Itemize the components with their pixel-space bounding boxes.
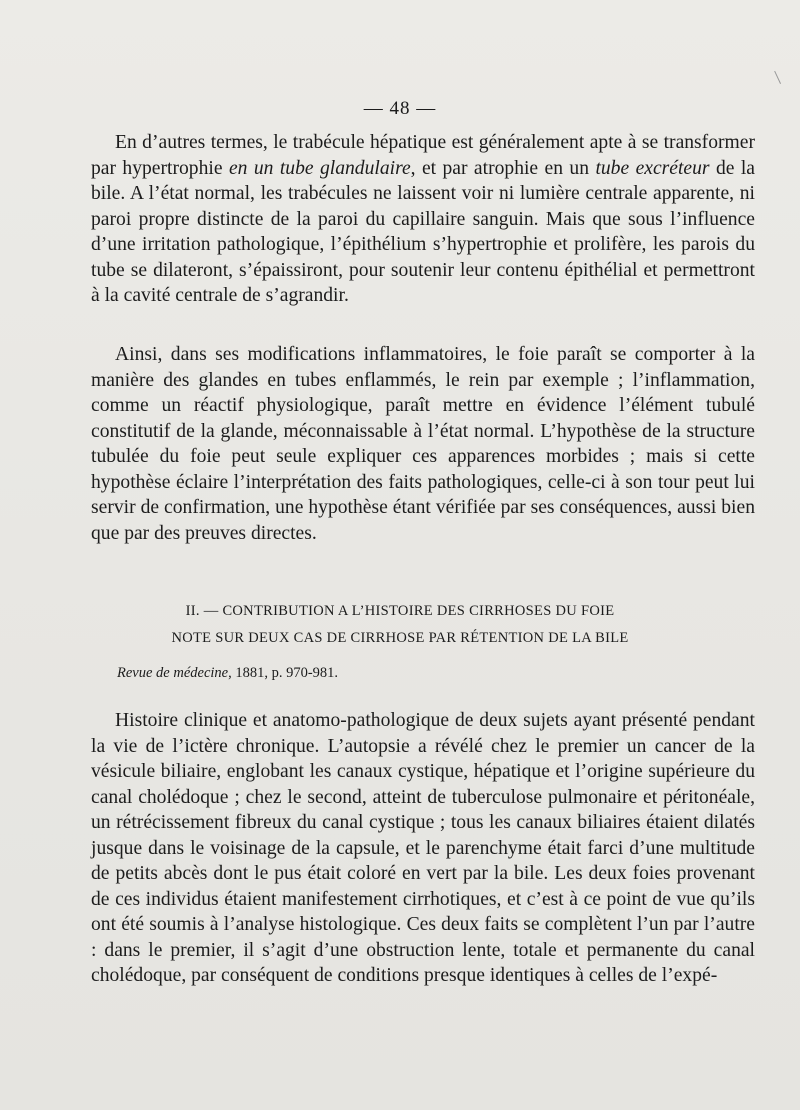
paragraph-1-italic-excreteur: tube excréteur [595,157,710,179]
section-title-line-2: NOTE SUR DEUX CAS DE CIRRHOSE PAR RÉTENTION DE LA BILE [171,630,629,646]
paragraph-2 [91,342,755,546]
paragraph-1 [91,130,755,309]
section-title-line-1: II. — CONTRIBUTION A L’HISTOIRE DES CIRRHOSES DU FOIE [185,603,615,619]
scan-mark [774,70,783,84]
reference-details: , 1881, p. 970-981. [228,665,339,681]
paragraph-1-italic-glandulaire: en un tube glandulaire [228,157,411,179]
bibliographic-reference [117,665,338,682]
reference-journal: Revue de médecine [117,665,229,681]
paragraph-1-text-b: , et par atrophie en un [410,157,596,179]
paragraph-3 [91,708,755,989]
page-number: — 48 — [363,98,437,119]
paragraph-1-text-c: de la bile. A l’état normal, les trabécules ne laissent voir ni lumière centrale apparente, ni paroi propre distincte de la paroi du capillaire sanguin. Mais que sous l’influence d’une irritation pathologique, l’épithélium s’hypertrophie et prolifère, les parois du tube se dilateront, s’épaissiront, pour soutenir leur contenu épithélial et permettront à la cavité centrale de s’agrandir. [91,157,756,306]
paragraph-1-text-a: En d’autres termes, le trabécule hépatique est généralement apte à se transformer par hypertrophie [91,132,755,179]
paragraph-3-text: Histoire clinique et anatomo-pathologique de deux sujets ayant présenté pendant la vie de l’ictère chronique. L’autopsie a révélé chez le premier un cancer de la vésicule biliaire, englobant les canaux cystique, hépatique et l’origine supérieure du canal cholédoque ; chez le second, atteint de tuberculose pulmonaire et péritonéale, un rétrécissement fibreux du canal cystique ; tous les canaux biliaires étaient dilatés jusque dans le voisinage de la capsule, et le parenchyme était farci d’une multitude de petits abcès dont le pus était coloré en vert par la bile. Les deux foies provenant de ces individus étaient manifestement cirrhotiques, et c’est à ce point de vue qu’ils ont été soumis à l’analyse histologique. Ces deux faits se complètent l’un par l’autre : dans le premier, il s’agit d’une obstruction lente, totale et permanente du canal cholédoque, par conséquent de conditions presque identiques à celles de l’expé- [91,710,755,986]
paragraph-2-text: Ainsi, dans ses modifications inflammatoires, le foie paraît se comporter à la manière des glandes en tubes enflammés, le rein par exemple ; l’inflammation, comme un réactif physiologique, paraît mettre en évidence l’élément tubulé constitutif de la glande, méconnaissable à l’état normal. L’hypothèse de la structure tubulée du foie peut seule expliquer ces apparences morbides ; mais si cette hypothèse éclaire l’interprétation des faits pathologiques, celle-ci à son tour peut lui servir de confirmation, une hypothèse étant vérifiée par ses conséquences, aussi bien que par des preuves directes. [91,344,755,544]
